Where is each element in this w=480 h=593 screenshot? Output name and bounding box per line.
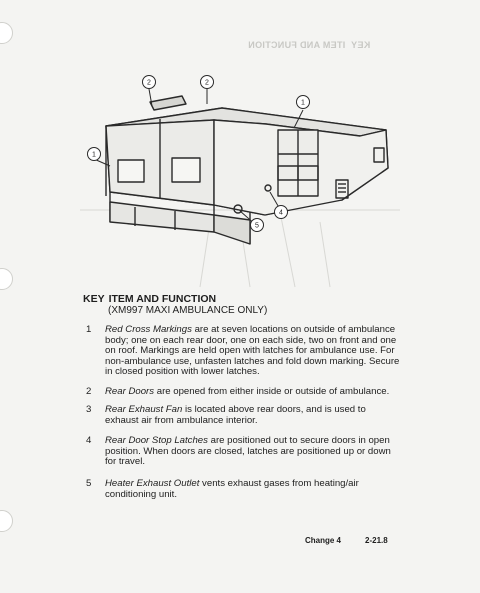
item-number: 2	[86, 386, 92, 397]
item-description	[105, 325, 401, 378]
key-heading	[83, 293, 403, 305]
ambulance-body-illustration	[80, 72, 400, 290]
punch-hole	[0, 510, 13, 532]
item-term: Rear Doors	[105, 386, 155, 397]
item-number: 1	[86, 324, 92, 335]
callout-label: 5	[255, 222, 259, 230]
item-number: 3	[86, 404, 92, 415]
callout-label: 1	[92, 151, 96, 159]
item-function-label: ITEM AND FUNCTION	[108, 293, 217, 305]
item-term: Red Cross Markings	[105, 324, 192, 335]
item-description	[105, 436, 401, 468]
punch-hole	[0, 268, 13, 290]
item-term: Rear Door Stop Latches	[105, 435, 208, 446]
item-text: are positioned out to secure doors in open position. When doors are closed, latches are positioned up or down for travel.	[105, 435, 391, 468]
item-text: vents exhaust gases from heating/air conditioning unit.	[105, 478, 359, 500]
callout-label: 2	[147, 79, 151, 87]
key-heading-block	[83, 293, 403, 317]
item-text: are opened from either inside or outside of ambulance.	[154, 386, 390, 397]
change-notice: Change 4	[305, 536, 342, 545]
punch-hole	[0, 22, 13, 44]
item-description	[105, 479, 401, 500]
callout-label: 1	[301, 99, 305, 107]
item-description	[105, 387, 401, 398]
item-description	[105, 405, 401, 426]
item-text: is located above rear doors, and is used to exhaust air from ambulance interior.	[105, 404, 366, 426]
callout-label: 4	[279, 209, 283, 217]
key-label: KEY	[83, 293, 105, 305]
item-term: Heater Exhaust Outlet	[105, 478, 200, 489]
item-number: 5	[86, 478, 92, 489]
item-number: 4	[86, 435, 92, 446]
bleed-through-text: KEY ITEM AND FUNCTION	[248, 40, 371, 50]
page-number: 2-21.8	[365, 536, 388, 545]
key-subheading: (XM997 MAXI AMBULANCE ONLY)	[108, 305, 268, 316]
item-term: Rear Exhaust Fan	[105, 404, 183, 415]
callout-label: 2	[205, 79, 209, 87]
item-text: are at seven locations on outside of ambulance body; one on each rear door, one on each side, two on front and one on roof. Markings are held open with latches for ambulance use. For non-ambulance use, unfasten latches and fold down marking. Secure in closed position with lower latches.	[105, 324, 400, 378]
